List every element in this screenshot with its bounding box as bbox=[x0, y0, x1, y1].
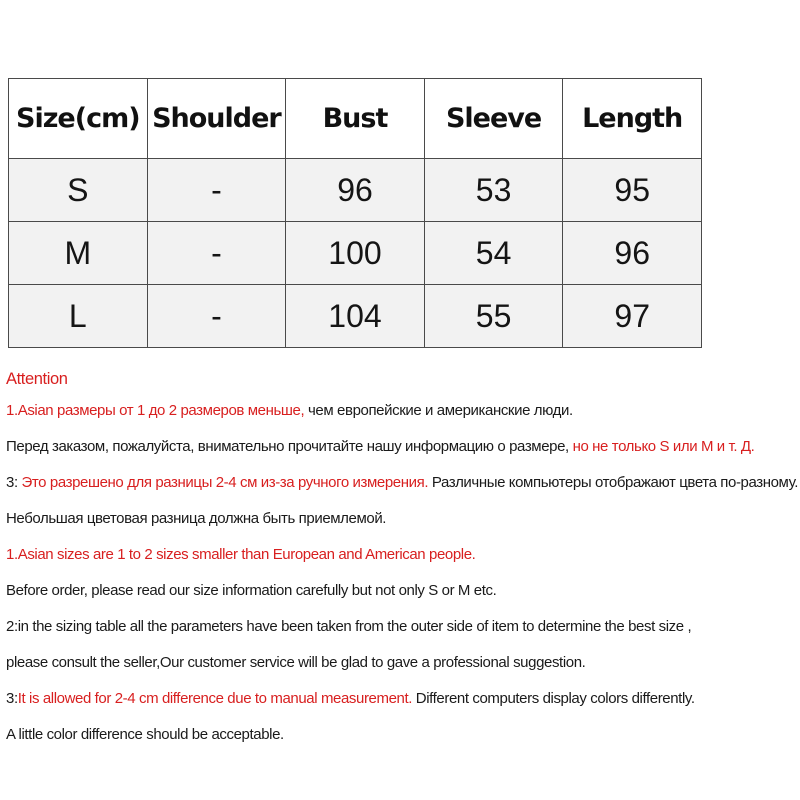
cell-bust: 104 bbox=[286, 285, 425, 348]
cell-shoulder: - bbox=[147, 159, 286, 222]
note-en-3: 2:in the sizing table all the parameters have been taken from the outer side of item to determine the best size , bbox=[6, 618, 692, 635]
table-header-row bbox=[9, 79, 702, 159]
cell-size: S bbox=[9, 159, 148, 222]
size-notes bbox=[6, 362, 798, 754]
note-ru-3 bbox=[6, 466, 798, 502]
note-en-1: 1.Asian sizes are 1 to 2 sizes smaller than European and American people. bbox=[6, 546, 476, 563]
note-ru-3-text: Различные компьютеры отображают цвета по-разному. bbox=[428, 474, 798, 491]
header-sleeve: Sleeve bbox=[424, 79, 563, 159]
cell-length: 95 bbox=[563, 159, 702, 222]
note-ru-3-highlight: Это разрешено для разницы 2-4 см из-за ручного измерения. bbox=[21, 474, 429, 491]
table-row bbox=[9, 159, 702, 222]
note-en-5 bbox=[6, 682, 798, 718]
note-ru-2-highlight: но не только S или M и т. Д. bbox=[568, 438, 755, 455]
cell-sleeve: 55 bbox=[424, 285, 563, 348]
note-ru-1 bbox=[6, 394, 798, 430]
note-en-5-text: Different computers display colors differently. bbox=[412, 690, 695, 707]
header-length: Length bbox=[563, 79, 702, 159]
cell-shoulder: - bbox=[147, 285, 286, 348]
note-ru-2 bbox=[6, 430, 798, 466]
cell-length: 96 bbox=[563, 222, 702, 285]
cell-sleeve: 54 bbox=[424, 222, 563, 285]
cell-size: M bbox=[9, 222, 148, 285]
cell-shoulder: - bbox=[147, 222, 286, 285]
cell-bust: 96 bbox=[286, 159, 425, 222]
header-shoulder: Shoulder bbox=[147, 79, 286, 159]
note-ru-3-prefix: 3: bbox=[6, 474, 22, 491]
cell-sleeve: 53 bbox=[424, 159, 563, 222]
attention-heading: Attention bbox=[6, 370, 68, 388]
note-ru-2-text: Перед заказом, пожалуйста, внимательно прочитайте нашу информацию о размере, bbox=[6, 438, 569, 455]
cell-bust: 100 bbox=[286, 222, 425, 285]
note-en-4: please consult the seller,Our customer service will be glad to gave a professional suggestion. bbox=[6, 654, 586, 671]
note-en-6: A little color difference should be acceptable. bbox=[6, 726, 284, 743]
size-table bbox=[8, 78, 702, 348]
note-en-5-highlight: It is allowed for 2-4 cm difference due to manual measurement. bbox=[17, 690, 413, 707]
note-en-2: Before order, please read our size information carefully but not only S or M etc. bbox=[6, 582, 497, 599]
header-bust: Bust bbox=[286, 79, 425, 159]
table-row bbox=[9, 285, 702, 348]
note-ru-4: Небольшая цветовая разница должна быть приемлемой. bbox=[6, 510, 387, 527]
header-size: Size(cm) bbox=[9, 79, 148, 159]
note-ru-1-highlight: 1.Asian размеры от 1 до 2 размеров меньше, bbox=[6, 402, 305, 419]
note-ru-1-text: чем европейские и американские люди. bbox=[304, 402, 573, 419]
cell-size: L bbox=[9, 285, 148, 348]
table-row bbox=[9, 222, 702, 285]
note-en-5-prefix: 3: bbox=[6, 690, 18, 707]
cell-length: 97 bbox=[563, 285, 702, 348]
